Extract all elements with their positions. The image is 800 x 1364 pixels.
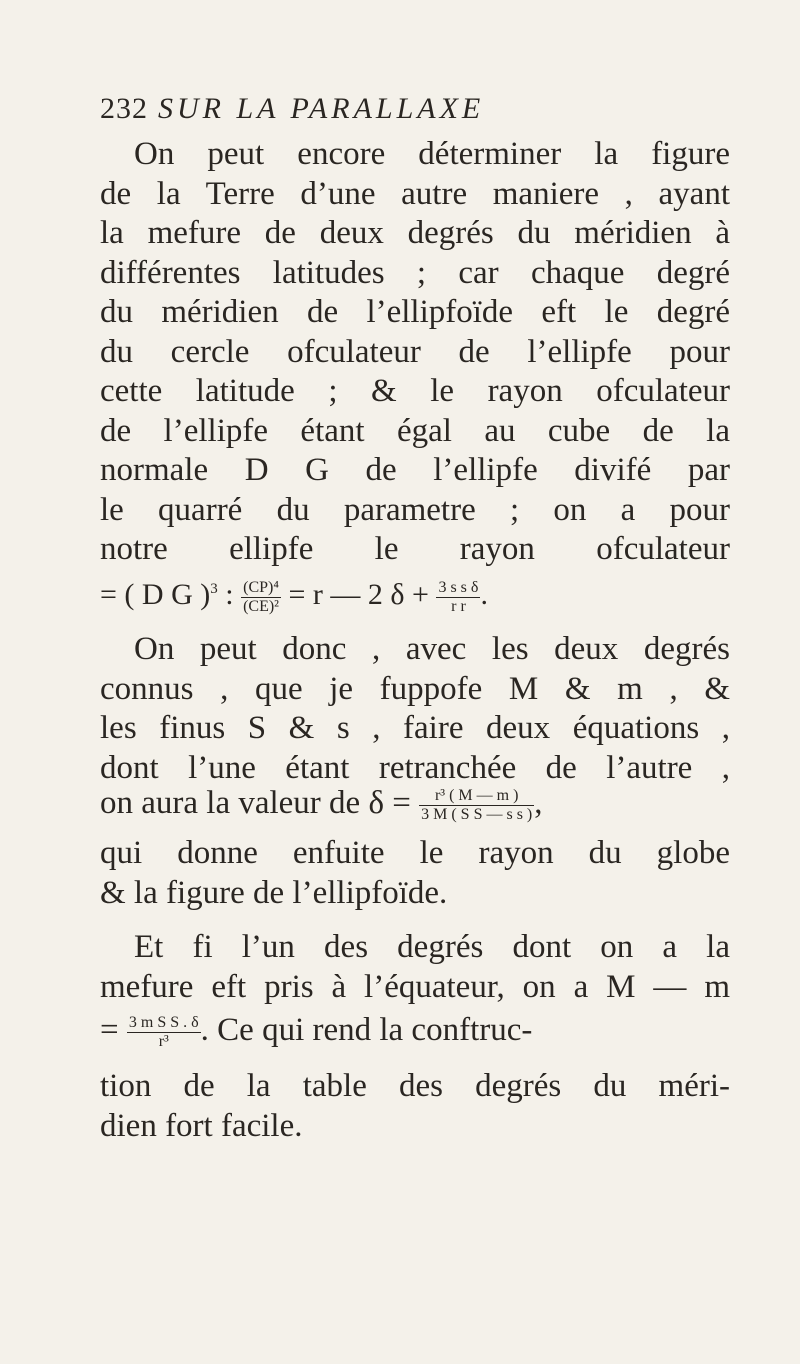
text-line: connus , que je fuppofe M & m , & bbox=[100, 670, 730, 707]
paragraph-3 bbox=[100, 928, 730, 1007]
formula-fraction-2 bbox=[436, 579, 480, 616]
paragraph-1 bbox=[100, 135, 730, 570]
text-line: la mefure de deux degrés du méridien à bbox=[100, 215, 730, 251]
paragraph-3-end bbox=[100, 1067, 730, 1146]
text-line: du cercle ofculateur de l’ellipfe pour bbox=[100, 333, 730, 370]
fraction-numerator: 3 s s δ bbox=[438, 578, 479, 596]
text-line: notre ellipfe le rayon ofculateur bbox=[100, 531, 730, 567]
text-line: dont l’une étant retranchée de l’autre , bbox=[100, 749, 730, 786]
formula-difference bbox=[100, 1012, 532, 1051]
page-header bbox=[100, 92, 740, 132]
fraction-denominator: (CE)² bbox=[243, 597, 279, 615]
text-line: mefure eft pris à l’équateur, on a M — m bbox=[100, 968, 730, 1005]
fraction-denominator: r r bbox=[451, 597, 466, 615]
fraction-numerator: (CP)⁴ bbox=[241, 579, 281, 598]
text-line: tion de la table des degrés du méri- bbox=[100, 1068, 730, 1104]
fraction-denominator: 3 M ( S S — s s ) bbox=[421, 805, 533, 823]
text-line: dien fort facile. bbox=[100, 1107, 303, 1144]
formula-osculating-radius bbox=[100, 578, 488, 616]
formula-rhs: = r — 2 δ + bbox=[288, 578, 429, 611]
fraction-numerator: 3 m S S . δ bbox=[128, 1013, 199, 1031]
text-line: différentes latitudes ; car chaque degré bbox=[100, 254, 730, 291]
text-line: de la Terre d’une autre maniere , ayant bbox=[100, 175, 730, 212]
text-line: le quarré du parametre ; on a pour bbox=[100, 491, 730, 528]
text-line: les finus S & s , faire deux équations , bbox=[100, 710, 730, 746]
text-line: normale D G de l’ellipfe divifé par bbox=[100, 452, 730, 488]
text-line: du méridien de l’ellipfoïde eft le degré bbox=[100, 294, 730, 330]
fraction-denominator: r³ bbox=[158, 1032, 169, 1050]
formula-end: . bbox=[480, 578, 488, 611]
paragraph-2 bbox=[100, 630, 730, 788]
text-line: cette latitude ; & le rayon ofculateur bbox=[100, 373, 730, 409]
formula-fraction bbox=[241, 579, 281, 616]
paragraph-2-end bbox=[100, 834, 730, 913]
text-line: On peut encore déterminer la figure bbox=[134, 136, 730, 172]
formula-delta bbox=[100, 785, 543, 824]
formula-colon: : bbox=[225, 578, 234, 611]
formula-equals: = bbox=[100, 1012, 119, 1048]
running-title: SUR LA PARALLAXE bbox=[158, 92, 485, 125]
formula-lhs: = ( D G ) bbox=[100, 578, 211, 611]
formula-fraction bbox=[419, 787, 534, 824]
formula-fraction bbox=[127, 1014, 201, 1051]
page-number: 232 bbox=[100, 92, 148, 125]
formula-exponent: 3 bbox=[210, 581, 218, 597]
formula-text: on aura la valeur de δ = bbox=[100, 785, 411, 821]
formula-end: , bbox=[534, 785, 543, 821]
text-line: & la figure de l’ellipfoïde. bbox=[100, 874, 448, 911]
text-line: qui donne enfuite le rayon du globe bbox=[100, 835, 730, 871]
text-line: On peut donc , avec les deux degrés bbox=[134, 631, 730, 667]
text-line: de l’ellipfe étant égal au cube de la bbox=[100, 412, 730, 449]
fraction-numerator: r³ ( M — m ) bbox=[419, 787, 534, 806]
formula-text: . Ce qui rend la conftruc- bbox=[200, 1012, 533, 1048]
text-line: Et fi l’un des degrés dont on a la bbox=[134, 929, 730, 965]
